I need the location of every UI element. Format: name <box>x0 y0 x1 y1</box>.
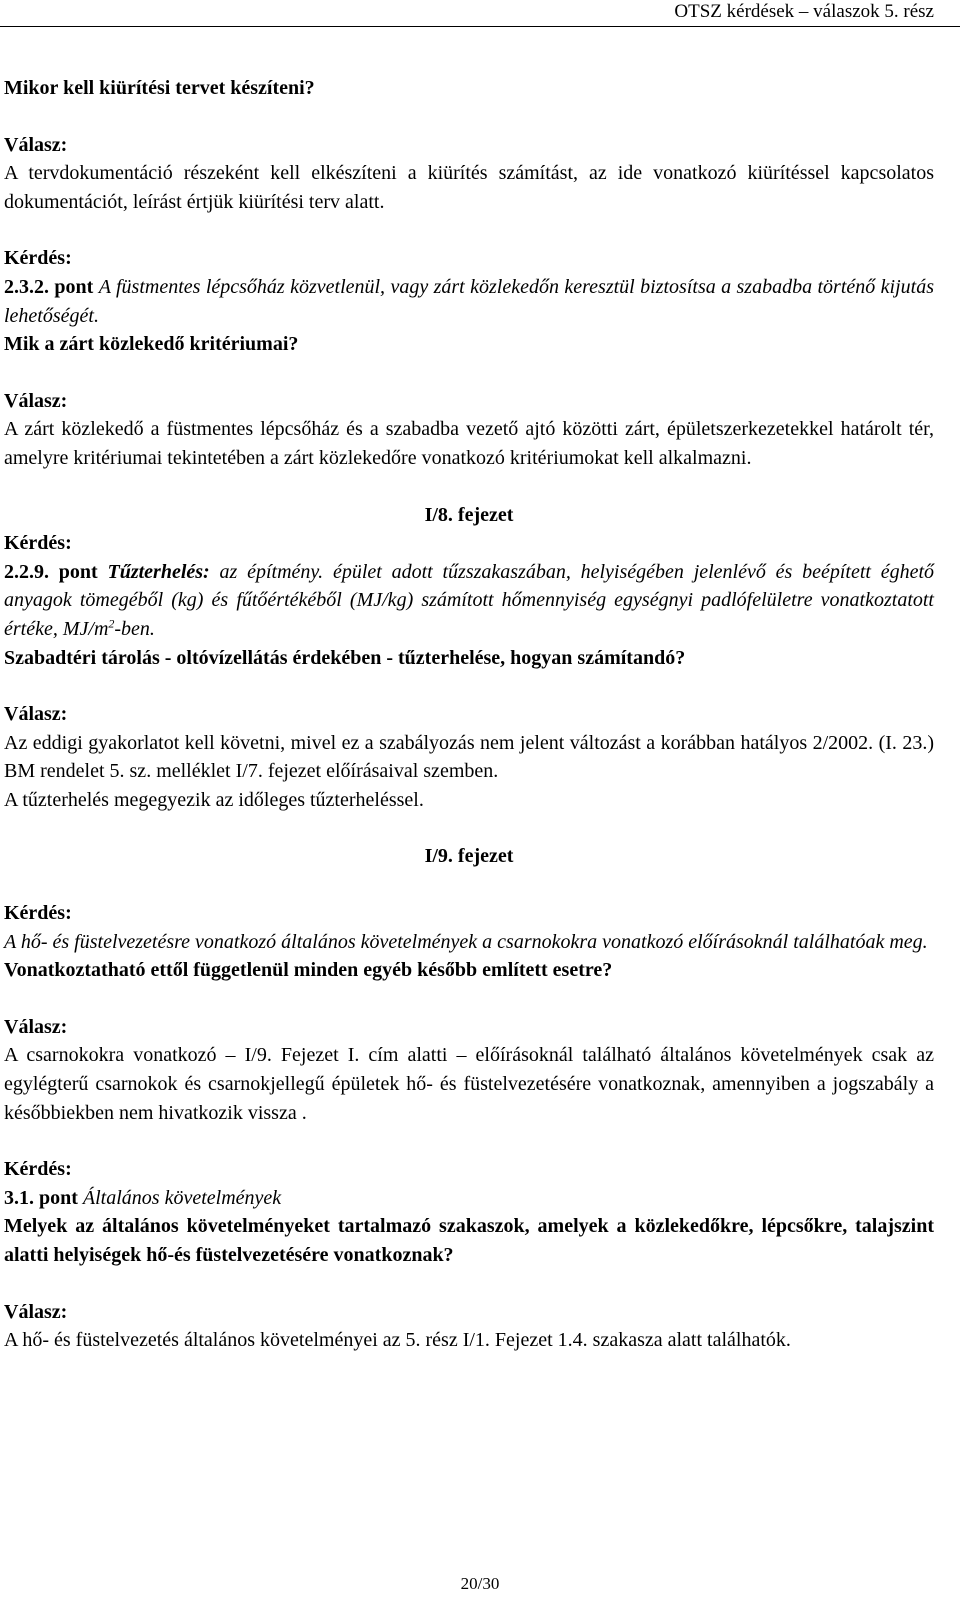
question-label: Kérdés: <box>4 1158 72 1181</box>
section-ref: 2.2.9. pont <box>4 560 98 583</box>
term: Tűzterhelés: <box>107 560 210 583</box>
answer-label: Válasz: <box>4 1300 68 1323</box>
answer-3-text: Az eddigi gyakorlatot kell követni, mivel ez a szabályozás nem jelent változást a korábban hatályos 2/2002. (I. 23.) BM rendelet 5. sz. melléklet I/7. fejezet előírásaival szemben. <box>4 731 934 783</box>
question-4-quote: A hő- és füstelvezetésre vonatkozó általános követelmények a csarnokokra vonatkozó előírásoknál találhatóak meg. <box>4 930 928 953</box>
question-3: Szabadtéri tárolás - oltóvízellátás érdekében - tűzterhelése, hogyan számítandó? <box>4 646 686 669</box>
section-ref: 3.1. pont <box>4 1186 78 1209</box>
answer-label: Válasz: <box>4 389 68 412</box>
question-2: Mik a zárt közlekedő kritériumai? <box>4 333 299 356</box>
answer-1-text: A tervdokumentáció részeként kell elkészíteni a kiürítés számítást, az ide vonatkozó kiürítéssel kapcsolatos dokumentációt, leírást értjük kiürítési terv alatt. <box>4 162 934 213</box>
answer-label: Válasz: <box>4 1015 68 1038</box>
question-4: Vonatkoztatható ettől függetlenül minden egyéb később említett esetre? <box>4 959 613 982</box>
chapter-heading-9: I/9. fejezet <box>424 845 514 868</box>
page-header: OTSZ kérdések – válaszok 5. rész <box>0 0 960 27</box>
question-2-quote <box>4 273 934 330</box>
answer-3-text-2: A tűzterhelés megegyezik az időleges tűzterheléssel. <box>4 788 424 811</box>
question-label: Kérdés: <box>4 902 72 925</box>
answer-label: Válasz: <box>4 703 68 726</box>
question-5: Melyek az általános követelményeket tartalmazó szakaszok, amelyek a közlekedőkre, lépcsőkre, talajszint alatti helyiségek hő-és füstelvezetésére vonatkoznak? <box>4 1215 934 1266</box>
page-number: 20/30 <box>460 1574 500 1593</box>
quote-text-end: -ben. <box>114 617 155 640</box>
quote-text: Általános követelmények <box>82 1186 282 1209</box>
quote-text: A füstmentes lépcsőház közvetlenül, vagy zárt közlekedőn keresztül biztosítsa a szabadba történő kijutás lehetőségét. <box>4 275 935 327</box>
answer-4-text: A csarnokokra vonatkozó – I/9. Fejezet I. cím alatti – előírásoknál található általános követelmények csak az egylégterű csarnokok és csarnokjellegű épületek hő- és füstelvezetésére vonatkoznak, amennyiben a jogszabály a későbbiekben nem hivatkozik vissza . <box>4 1044 934 1124</box>
superscript: 2 <box>108 616 115 631</box>
answer-2-text: A zárt közlekedő a füstmentes lépcsőház és a szabadba vezető ajtó közötti zárt, épületszerkezetekkel határolt tér, amelyre kritériumai tekintetében a zárt közlekedőre vonatkozó kritériumokat kell alkalmazni. <box>4 418 934 469</box>
question-label: Kérdés: <box>4 532 72 555</box>
question-5-quote <box>4 1184 934 1213</box>
chapter-heading-8: I/8. fejezet <box>424 503 514 526</box>
question-1: Mikor kell kiürítési tervet készíteni? <box>4 77 315 99</box>
answer-label: Válasz: <box>4 133 68 156</box>
question-3-quote <box>4 558 934 644</box>
answer-5-text: A hő- és füstelvezetés általános követelményei az 5. rész I/1. Fejezet 1.4. szakasza alatt találhatók. <box>4 1329 791 1352</box>
quote-text: az építmény. épület adott tűzszakaszában, helyiségében jelenlévő és beépített éghető anyagok tömegéből (kg) és fűtőértékéből (MJ/kg) számított hőmennyiség egységnyi padlófelületre vonatkoztatott értéke, MJ/m <box>4 560 935 640</box>
section-ref: 2.3.2. pont <box>4 275 94 298</box>
document-body <box>4 74 934 1355</box>
question-label: Kérdés: <box>4 247 72 270</box>
